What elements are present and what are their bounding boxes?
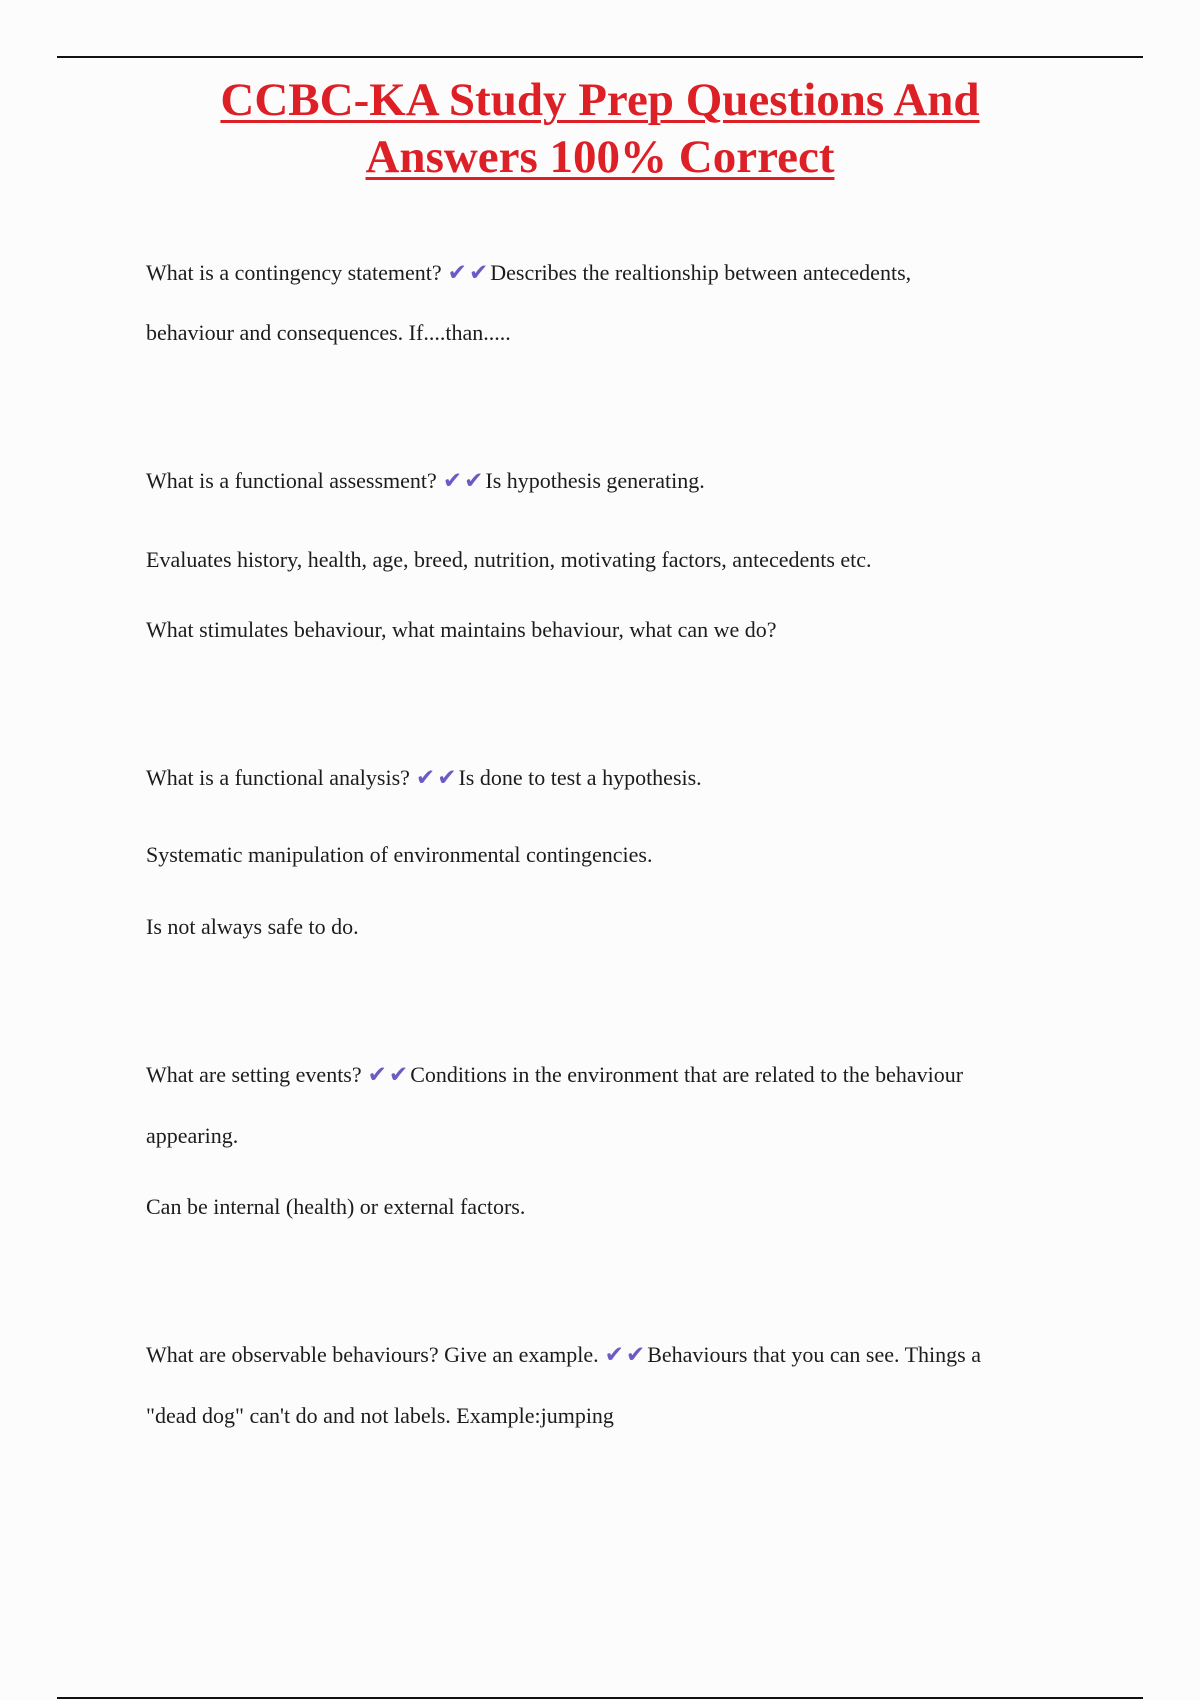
- check-icon: ✔: [447, 260, 467, 286]
- qa-1-answer-1: Describes the realtionship between antecedents,: [490, 260, 912, 285]
- check-icon: ✔: [625, 1342, 646, 1368]
- qa-5-answer-1: Behaviours that you can see. Things a: [647, 1342, 981, 1367]
- check-icon: ✔: [415, 765, 436, 791]
- qa-4-answer-line-2: appearing.: [146, 1123, 239, 1148]
- check-icon: ✔: [468, 260, 489, 286]
- qa-4-question: What are setting events?: [146, 1062, 362, 1087]
- qa-1-answer-line-2: behaviour and consequences. If....than.....: [146, 320, 511, 345]
- title-line-2: Answers 100% Correct: [365, 131, 835, 183]
- qa-3-answer-1: Is done to test a hypothesis.: [458, 765, 702, 790]
- check-icon: ✔: [367, 1062, 387, 1088]
- qa-3-question-line: [146, 763, 702, 793]
- top-rule: [57, 56, 1143, 58]
- qa-2-answer-line-2: Evaluates history, health, age, breed, nutrition, motivating factors, antecedents etc.: [146, 547, 872, 572]
- check-icon: ✔: [604, 1342, 624, 1368]
- qa-5-answer-line-2: "dead dog" can't do and not labels. Example:jumping: [146, 1403, 614, 1428]
- qa-4-answer-line-3: Can be internal (health) or external factors.: [146, 1194, 526, 1219]
- qa-5-question: What are observable behaviours? Give an example.: [146, 1342, 599, 1367]
- qa-3-answer-line-2: Systematic manipulation of environmental contingencies.: [146, 842, 653, 867]
- qa-2-answer-1: Is hypothesis generating.: [485, 468, 705, 493]
- qa-3-answer-line-3: Is not always safe to do.: [146, 914, 359, 939]
- qa-4-answer-1: Conditions in the environment that are related to the behaviour: [410, 1062, 964, 1087]
- qa-2-answer-line-3: What stimulates behaviour, what maintains behaviour, what can we do?: [146, 617, 777, 642]
- qa-1-question-line: [146, 258, 911, 288]
- check-icon: ✔: [388, 1062, 409, 1088]
- check-icon: ✔: [464, 468, 484, 494]
- qa-5-question-line: [146, 1340, 981, 1370]
- check-icon: ✔: [442, 468, 463, 494]
- qa-3-question: What is a functional analysis?: [146, 765, 410, 790]
- qa-1-question: What is a contingency statement?: [146, 260, 442, 285]
- qa-2-question-line: [146, 466, 705, 496]
- document-title: [0, 72, 1200, 186]
- qa-2-question: What is a functional assessment?: [146, 468, 437, 493]
- qa-4-question-line: [146, 1060, 963, 1090]
- bottom-rule: [57, 1697, 1143, 1699]
- check-icon: ✔: [437, 765, 457, 791]
- title-line-1: CCBC-KA Study Prep Questions And: [220, 74, 980, 126]
